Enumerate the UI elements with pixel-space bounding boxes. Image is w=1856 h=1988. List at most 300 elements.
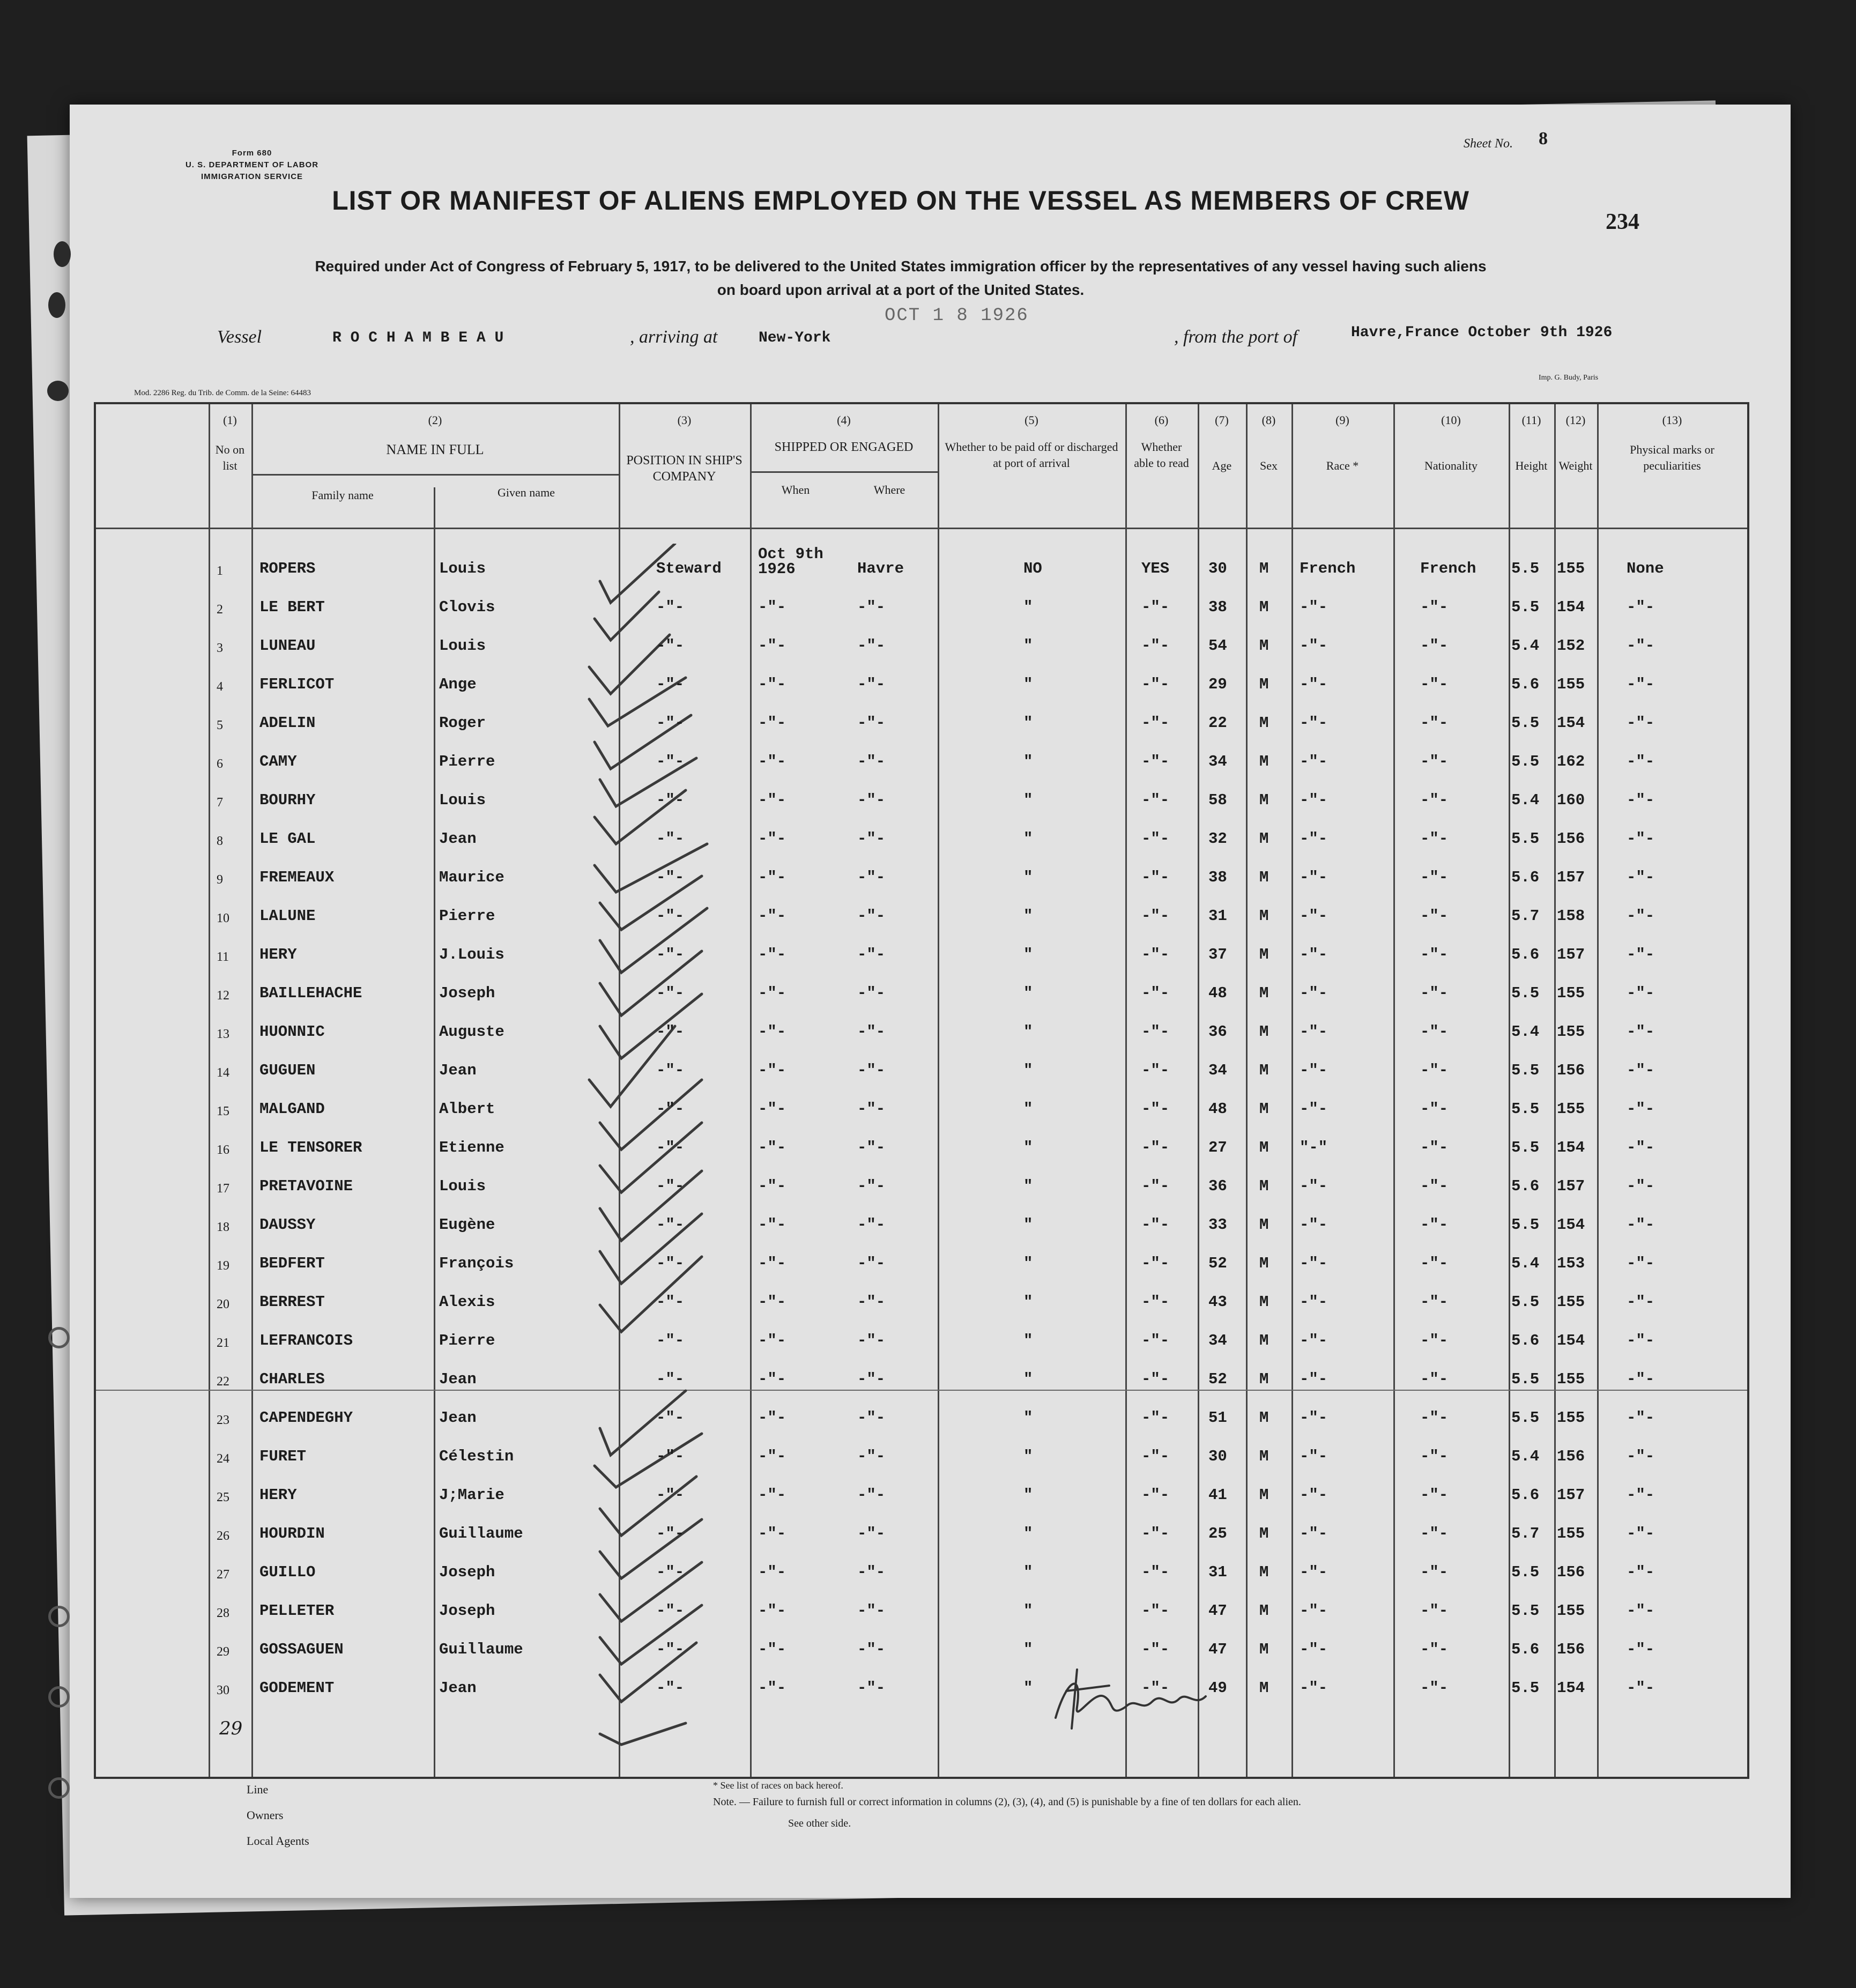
age-cell: 36 [1208,1177,1227,1195]
weight-cell: 155 [1557,1023,1585,1041]
able-to-read-cell: -"- [1141,1602,1170,1620]
family-name-cell: PRETAVOINE [259,1177,353,1195]
nationality-cell: -"- [1420,1062,1449,1079]
height-cell: 5.5 [1511,1679,1540,1697]
age-cell: 31 [1208,907,1227,925]
height-cell: 5.6 [1511,1641,1540,1658]
weight-cell: 158 [1557,907,1585,925]
weight-cell: 156 [1557,1062,1585,1079]
col3-number: (3) [677,413,692,427]
height-cell: 5.5 [1511,1293,1540,1311]
family-name-cell: HOURDIN [259,1525,325,1542]
row-number-cell: 13 [217,1027,229,1041]
nationality-cell: -"- [1420,1293,1449,1311]
row-number-cell: 22 [217,1375,229,1389]
nationality-cell: -"- [1420,676,1449,693]
shipped-when-cell: -"- [758,1679,786,1697]
weight-cell: 154 [1557,1332,1585,1349]
age-cell: 38 [1208,869,1227,886]
family-name-cell: LALUNE [259,907,316,925]
position-cell: -"- [656,598,685,616]
vessel-name: R O C H A M B E A U [332,330,504,346]
shipped-where-cell: -"- [857,1100,886,1118]
race-cell: -"- [1300,1216,1328,1234]
nationality-cell: -"- [1420,1332,1449,1349]
race-cell: -"- [1300,676,1328,693]
nationality-cell: -"- [1420,1023,1449,1041]
given-name-cell: Guillaume [439,1641,523,1658]
nationality-cell: -"- [1420,1177,1449,1195]
family-name-cell: BOURHY [259,791,316,809]
row-number-cell: 18 [217,1220,229,1234]
sex-cell: M [1259,1602,1269,1620]
given-name-cell: Albert [439,1100,495,1118]
age-cell: 41 [1208,1486,1227,1504]
shipped-when-cell: -"- [758,1370,786,1388]
nationality-cell: -"- [1420,598,1449,616]
row-number-cell: 23 [217,1413,229,1427]
shipped-when-cell: -"- [758,1448,786,1465]
weight-cell: 156 [1557,1448,1585,1465]
physical-marks-cell: -"- [1627,1023,1655,1041]
weight-cell: 155 [1557,1409,1585,1427]
position-cell: -"- [656,637,685,655]
physical-marks-cell: -"- [1627,1602,1655,1620]
shipped-where-cell: -"- [857,1679,886,1697]
able-to-read-cell: -"- [1141,1023,1170,1041]
able-to-read-cell: -"- [1141,1216,1170,1234]
col4-number: (4) [837,413,851,427]
height-cell: 5.6 [1511,869,1540,886]
sex-cell: M [1259,1448,1269,1465]
col2-label: NAME IN FULL [386,442,484,457]
family-name-cell: CAMY [259,753,297,770]
able-to-read-cell: -"- [1141,676,1170,693]
nationality-cell: -"- [1420,869,1449,886]
family-name-cell: HUONNIC [259,1023,325,1041]
height-cell: 5.4 [1511,1448,1540,1465]
position-cell: -"- [656,1563,685,1581]
sex-cell: M [1259,1332,1269,1349]
age-cell: 47 [1208,1641,1227,1658]
shipped-where-cell: -"- [857,907,886,925]
race-cell: -"- [1300,598,1328,616]
shipped-when-cell: -"- [758,1409,786,1427]
age-cell: 52 [1208,1255,1227,1272]
form-number: Form 680 [232,149,272,158]
weight-cell: 155 [1557,560,1585,577]
race-cell: -"- [1300,1255,1328,1272]
subtitle-line-2: on board upon arrival at a port of the United States. [717,281,1085,298]
position-cell: -"- [656,1409,685,1427]
height-cell: 5.5 [1511,714,1540,732]
given-name-cell: Louis [439,560,486,577]
physical-marks-cell: -"- [1627,714,1655,732]
able-to-read-cell: -"- [1141,637,1170,655]
registration-line: Mod. 2286 Reg. du Trib. de Comm. de la Seine: 64483 [134,389,311,397]
footer-owners-label: Owners [247,1808,284,1822]
shipped-where-cell: -"- [857,1023,886,1041]
family-name-cell: DAUSSY [259,1216,316,1234]
column-divider [1554,404,1556,1777]
shipped-where-cell: -"- [857,830,886,848]
paid-off-cell: " [1023,1448,1033,1465]
physical-marks-cell: -"- [1627,907,1655,925]
age-cell: 52 [1208,1370,1227,1388]
shipped-when-cell: -"- [758,714,786,732]
race-cell: -"- [1300,1062,1328,1079]
given-name-cell: Roger [439,714,486,732]
shipped-where-cell: -"- [857,1062,886,1079]
column-divider [209,404,210,1777]
shipped-when-cell: -"- [758,1255,786,1272]
sex-cell: M [1259,1216,1269,1234]
family-name-cell: LE GAL [259,830,316,848]
height-cell: 5.6 [1511,946,1540,963]
physical-marks-cell: -"- [1627,637,1655,655]
position-cell: -"- [656,869,685,886]
sex-cell: M [1259,869,1269,886]
col2a-label: Family name [311,488,374,502]
physical-marks-cell: -"- [1627,1255,1655,1272]
column-divider [1198,404,1199,1777]
shipped-when-cell: -"- [758,1139,786,1156]
shipped-when-cell: -"- [758,1023,786,1041]
weight-cell: 154 [1557,1679,1585,1697]
family-name-cell: HERY [259,1486,297,1504]
row-number-cell: 7 [217,796,223,810]
sex-cell: M [1259,1100,1269,1118]
age-cell: 36 [1208,1023,1227,1041]
sex-cell: M [1259,560,1269,577]
weight-cell: 154 [1557,598,1585,616]
paid-off-cell: " [1023,1602,1033,1620]
row-number-cell: 14 [217,1066,229,1080]
race-cell: -"- [1300,946,1328,963]
able-to-read-cell: -"- [1141,1293,1170,1311]
height-cell: 5.5 [1511,1100,1540,1118]
weight-cell: 155 [1557,984,1585,1002]
given-name-cell: Eugène [439,1216,495,1234]
paid-off-cell: " [1023,1177,1033,1195]
able-to-read-cell: -"- [1141,869,1170,886]
shipped-when-cell: -"- [758,907,786,925]
nationality-cell: -"- [1420,946,1449,963]
column-divider [1509,404,1510,1777]
physical-marks-cell: -"- [1627,791,1655,809]
col13-label: Physical marks or peculiarities [1630,443,1714,472]
weight-cell: 157 [1557,1486,1585,1504]
given-name-cell: Célestin [439,1448,514,1465]
row-number-cell: 8 [217,834,223,848]
shipped-where-cell: -"- [857,1448,886,1465]
nationality-cell: -"- [1420,1409,1449,1427]
position-cell: -"- [656,1448,685,1465]
position-cell: -"- [656,1255,685,1272]
age-cell: 43 [1208,1293,1227,1311]
able-to-read-cell: -"- [1141,1525,1170,1542]
given-name-cell: Louis [439,637,486,655]
shipped-where-cell: -"- [857,637,886,655]
col12-number: (12) [1565,413,1586,427]
paid-off-cell: " [1023,946,1033,963]
binder-hole [48,292,65,318]
family-name-cell: CHARLES [259,1370,325,1388]
physical-marks-cell: -"- [1627,1641,1655,1658]
arriving-label: , arriving at [630,327,718,347]
able-to-read-cell: -"- [1141,1486,1170,1504]
family-name-cell: BERREST [259,1293,325,1311]
arriving-port: New-York [759,330,831,346]
row-number-cell: 21 [217,1336,229,1350]
shipped-when-cell: -"- [758,1641,786,1658]
col9-number: (9) [1335,413,1349,427]
nationality-cell: French [1420,560,1476,577]
position-cell: -"- [656,946,685,963]
shipped-where-cell: -"- [857,1177,886,1195]
given-name-cell: J;Marie [439,1486,504,1504]
row-number-cell: 6 [217,757,223,771]
paid-off-cell: " [1023,907,1033,925]
paid-off-cell: " [1023,598,1033,616]
given-name-cell: J.Louis [439,946,504,963]
height-cell: 5.4 [1511,791,1540,809]
row-number-cell: 26 [217,1529,229,1543]
family-name-cell: GUGUEN [259,1062,316,1079]
shipped-where-cell: -"- [857,676,886,693]
paid-off-cell: " [1023,714,1033,732]
family-name-cell: LUNEAU [259,637,316,655]
col4-label: SHIPPED OR ENGAGED [774,440,914,454]
height-cell: 5.5 [1511,1602,1540,1620]
paid-off-cell: " [1023,1332,1033,1349]
physical-marks-cell: -"- [1627,1370,1655,1388]
able-to-read-cell: -"- [1141,1563,1170,1581]
race-cell: -"- [1300,1641,1328,1658]
paid-off-cell: " [1023,753,1033,770]
physical-marks-cell: -"- [1627,753,1655,770]
row-number-cell: 3 [217,641,223,655]
col1-label: No on list [215,443,245,472]
sex-cell: M [1259,1293,1269,1311]
sex-cell: M [1259,984,1269,1002]
sex-cell: M [1259,1641,1269,1658]
col12-label: Weight [1558,459,1593,472]
physical-marks-cell: -"- [1627,1486,1655,1504]
given-name-cell: Joseph [439,1602,495,1620]
race-cell: -"- [1300,1563,1328,1581]
age-cell: 49 [1208,1679,1227,1697]
given-name-cell: Etienne [439,1139,504,1156]
sex-cell: M [1259,907,1269,925]
shipped-where-cell: Havre [857,560,904,577]
shipped-where-cell: -"- [857,1602,886,1620]
sheet-number-label: Sheet No. [1464,137,1513,151]
given-name-cell: Alexis [439,1293,495,1311]
position-cell: -"- [656,907,685,925]
footer-races-note: * See list of races on back hereof. [713,1780,843,1791]
height-cell: 5.6 [1511,1177,1540,1195]
given-name-cell: Ange [439,676,477,693]
position-cell: -"- [656,676,685,693]
height-cell: 5.5 [1511,1139,1540,1156]
service-name: IMMIGRATION SERVICE [201,172,303,181]
position-cell: -"- [656,830,685,848]
sex-cell: M [1259,791,1269,809]
height-cell: 5.5 [1511,1563,1540,1581]
able-to-read-cell: -"- [1141,1448,1170,1465]
col1-number: (1) [223,413,237,427]
paid-off-cell: " [1023,1525,1033,1542]
physical-marks-cell: -"- [1627,1409,1655,1427]
family-name-cell: GODEMENT [259,1679,335,1697]
given-name-cell: Jean [439,1679,477,1697]
weight-cell: 153 [1557,1255,1585,1272]
physical-marks-cell: -"- [1627,1293,1655,1311]
able-to-read-cell: -"- [1141,1370,1170,1388]
height-cell: 5.6 [1511,1332,1540,1349]
row-number-cell: 10 [217,911,229,925]
family-name-cell: FERLICOT [259,676,335,693]
nationality-cell: -"- [1420,1486,1449,1504]
shipped-when-cell: -"- [758,1332,786,1349]
height-cell: 5.5 [1511,1216,1540,1234]
age-cell: 37 [1208,946,1227,963]
sex-cell: M [1259,1177,1269,1195]
paid-off-cell: " [1023,1679,1033,1697]
given-name-cell: Maurice [439,869,504,886]
nationality-cell: -"- [1420,1448,1449,1465]
sex-cell: M [1259,1486,1269,1504]
weight-cell: 155 [1557,1525,1585,1542]
column-divider [1597,404,1599,1777]
weight-cell: 156 [1557,1641,1585,1658]
shipped-where-cell: -"- [857,791,886,809]
weight-cell: 154 [1557,1139,1585,1156]
paid-off-cell: " [1023,830,1033,848]
col10-label: Nationality [1424,459,1478,472]
col8-label: Sex [1260,459,1278,472]
nationality-cell: -"- [1420,1525,1449,1542]
given-name-cell: Louis [439,791,486,809]
able-to-read-cell: -"- [1141,753,1170,770]
shipped-when-cell: -"- [758,1486,786,1504]
row-number-cell: 9 [217,873,223,887]
binder-ring [48,1686,70,1708]
race-cell: French [1300,560,1356,577]
position-cell: -"- [656,753,685,770]
position-cell: -"- [656,1100,685,1118]
given-name-cell: Joseph [439,984,495,1002]
shipped-where-cell: -"- [857,984,886,1002]
from-port: Havre,France October 9th 1926 [1351,324,1613,341]
race-cell: -"- [1300,637,1328,655]
able-to-read-cell: -"- [1141,791,1170,809]
shipped-when-cell: -"- [758,1216,786,1234]
subtitle-line-1: Required under Act of Congress of February 5, 1917, to be delivered to the United States immigration officer by the representatives of any vessel having such aliens [315,258,1487,275]
column-divider [1291,404,1293,1777]
physical-marks-cell: -"- [1627,1332,1655,1349]
weight-cell: 162 [1557,753,1585,770]
vessel-label: Vessel [217,327,262,347]
race-cell: -"- [1300,869,1328,886]
col4b-label: Where [873,483,905,496]
header-bottom-rule [96,528,1747,529]
sex-cell: M [1259,1139,1269,1156]
binder-hole [47,381,69,401]
age-cell: 34 [1208,1332,1227,1349]
col2b-label: Given name [498,486,555,499]
row-number-cell: 19 [217,1259,229,1273]
nationality-cell: -"- [1420,1216,1449,1234]
height-cell: 5.5 [1511,598,1540,616]
sex-cell: M [1259,714,1269,732]
binder-ring [48,1606,70,1627]
col5-label: Whether to be paid off or discharged at port of arrival [945,440,1118,470]
row-number-cell: 24 [217,1452,229,1466]
family-name-cell: HERY [259,946,297,963]
shipped-when-cell: -"- [758,791,786,809]
shipped-when-cell: Oct 9th 1926 [758,545,823,578]
given-name-cell: Clovis [439,598,495,616]
height-cell: 5.5 [1511,560,1540,577]
position-cell: Steward [656,560,722,577]
shipped-where-cell: -"- [857,1216,886,1234]
race-cell: -"- [1300,753,1328,770]
position-cell: -"- [656,1139,685,1156]
height-cell: 5.7 [1511,907,1540,925]
paid-off-cell: " [1023,1641,1033,1658]
position-cell: -"- [656,1177,685,1195]
shipped-where-cell: -"- [857,1409,886,1427]
age-cell: 34 [1208,753,1227,770]
able-to-read-cell: -"- [1141,598,1170,616]
given-name-cell: Louis [439,1177,486,1195]
row-20-strike-line [96,1390,1747,1391]
family-name-cell: FURET [259,1448,307,1465]
nationality-cell: -"- [1420,637,1449,655]
weight-cell: 155 [1557,1370,1585,1388]
column-divider [251,404,253,1777]
col11-number: (11) [1521,413,1541,427]
shipped-when-cell: -"- [758,1100,786,1118]
race-cell: -"- [1300,1679,1328,1697]
age-cell: 33 [1208,1216,1227,1234]
shipped-where-cell: -"- [857,1370,886,1388]
shipped-where-cell: -"- [857,869,886,886]
sex-cell: M [1259,637,1269,655]
given-name-cell: Jean [439,1409,477,1427]
sheet-number-value: 8 [1539,129,1548,149]
physical-marks-cell: -"- [1627,1448,1655,1465]
given-name-cell: Guillaume [439,1525,523,1542]
physical-marks-cell: None [1627,560,1664,577]
position-cell: -"- [656,1679,685,1697]
shipped-where-cell: -"- [857,1563,886,1581]
height-cell: 5.6 [1511,1486,1540,1504]
given-name-cell: Pierre [439,753,495,770]
col9-label: Race * [1326,459,1359,472]
col3-label: POSITION IN SHIP'S COMPANY [626,454,743,484]
able-to-read-cell: -"- [1141,1177,1170,1195]
row-number-cell: 11 [217,950,229,964]
row-number-cell: 28 [217,1606,229,1620]
paid-off-cell: " [1023,1293,1033,1311]
able-to-read-cell: -"- [1141,1139,1170,1156]
race-cell: -"- [1300,984,1328,1002]
age-cell: 31 [1208,1563,1227,1581]
height-cell: 5.5 [1511,1370,1540,1388]
